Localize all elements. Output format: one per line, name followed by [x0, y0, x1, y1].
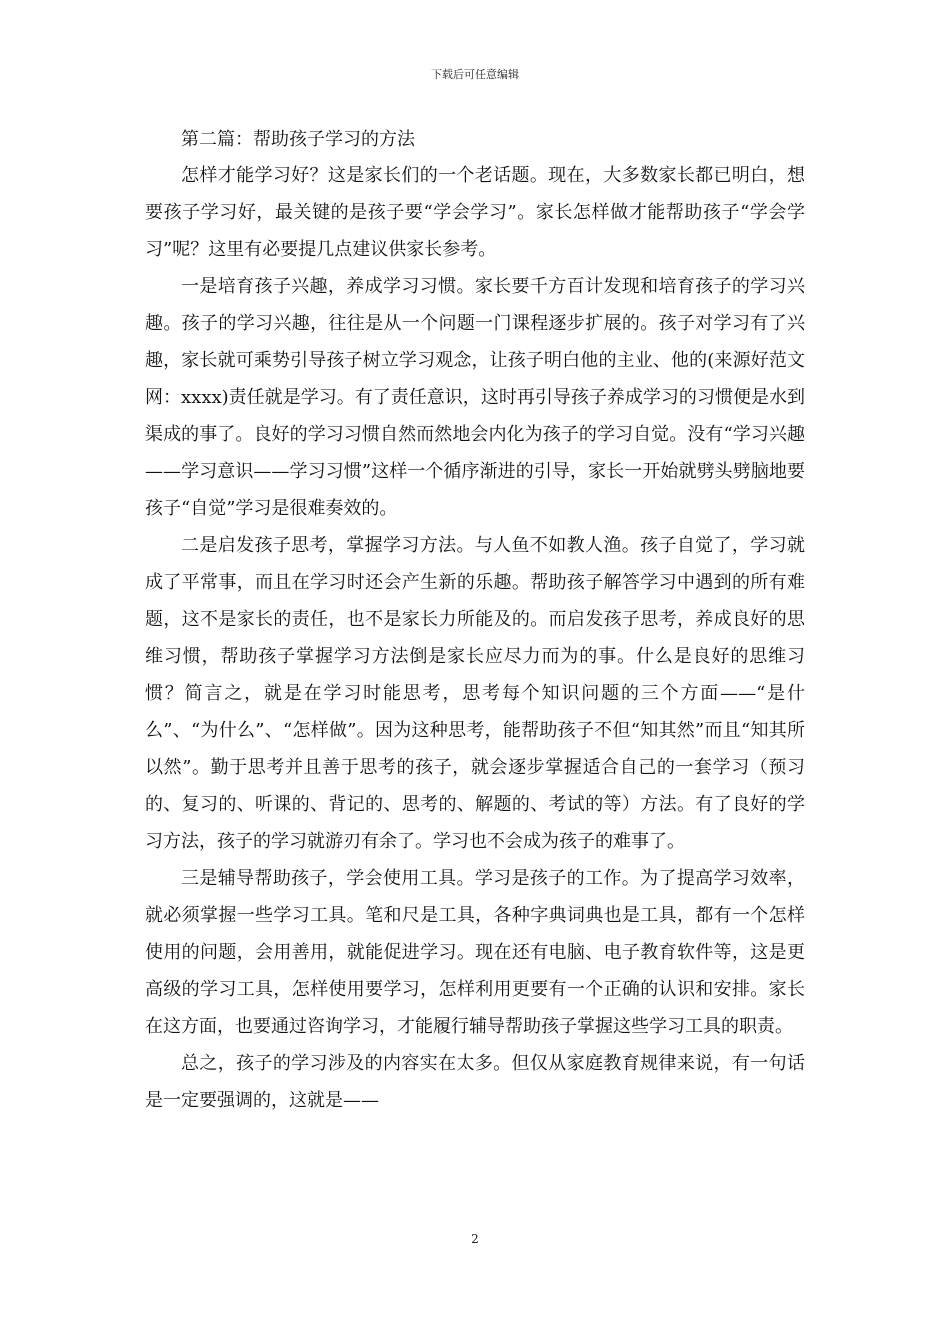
document-title: 第二篇：帮助孩子学习的方法: [181, 129, 415, 150]
page-header: 下载后可任意编辑: [431, 68, 519, 81]
document-body: [145, 123, 805, 1119]
page-number: 2: [471, 1232, 479, 1246]
paragraph-intro: 怎样才能学习好？这是家长们的一个老话题。现在，大多数家长都已明白，想要孩子学习好，最关键的是孩子要“学会学习”。家长怎样做才能帮助孩子“学会学习”呢？这里有必要提几点建议供家长参考。: [145, 165, 805, 260]
paragraph-interest-habits: 一是培育孩子兴趣，养成学习习惯。家长要千方百计发现和培育孩子的学习兴趣。孩子的学习兴趣，往往是从一个问题一门课程逐步扩展的。孩子对学习有了兴趣，家长就可乘势引导孩子树立学习观念，让孩子明白他的主业、他的(来源好范文网：xxxx)责任就是学习。有了责任意识，这时再引导孩子养成学习的习惯便是水到渠成的事了。良好的学习习惯自然而然地会内化为孩子的学习自觉。没有“学习兴趣——学习意识——学习习惯”这样一个循序渐进的引导，家长一开始就劈头劈脑地要孩子“自觉”学习是很难奏效的。: [145, 276, 805, 519]
paragraph-thinking-methods: 二是启发孩子思考，掌握学习方法。与人鱼不如教人渔。孩子自觉了，学习就成了平常事，而且在学习时还会产生新的乐趣。帮助孩子解答学习中遇到的所有难题，这不是家长的责任，也不是家长力所能及的。而启发孩子思考，养成良好的思维习惯，帮助孩子掌握学习方法倒是家长应尽力而为的事。什么是良好的思维习惯？简言之，就是在学习时能思考，思考每个知识问题的三个方面——“是什么”、“为什么”、“怎样做”。因为这种思考，能帮助孩子不但“知其然”而且“知其所以然”。勤于思考并且善于思考的孩子，就会逐步掌握适合自己的一套学习（预习的、复习的、听课的、背记的、思考的、解题的、考试的等）方法。有了良好的学习方法，孩子的学习就游刃有余了。学习也不会成为孩子的难事了。: [145, 535, 805, 852]
paragraph-conclusion: 总之，孩子的学习涉及的内容实在太多。但仅从家庭教育规律来说，有一句话是一定要强调的，这就是——: [145, 1053, 805, 1111]
paragraph-learning-tools: 三是辅导帮助孩子，学会使用工具。学习是孩子的工作。为了提高学习效率，就必须掌握一些学习工具。笔和尺是工具，各种字典词典也是工具，都有一个怎样使用的问题，会用善用，就能促进学习。现在还有电脑、电子教育软件等，这是更高级的学习工具，怎样使用要学习，怎样利用更要有一个正确的认识和安排。家长在这方面，也要通过咨询学习，才能履行辅导帮助孩子掌握这些学习工具的职责。: [145, 868, 805, 1037]
